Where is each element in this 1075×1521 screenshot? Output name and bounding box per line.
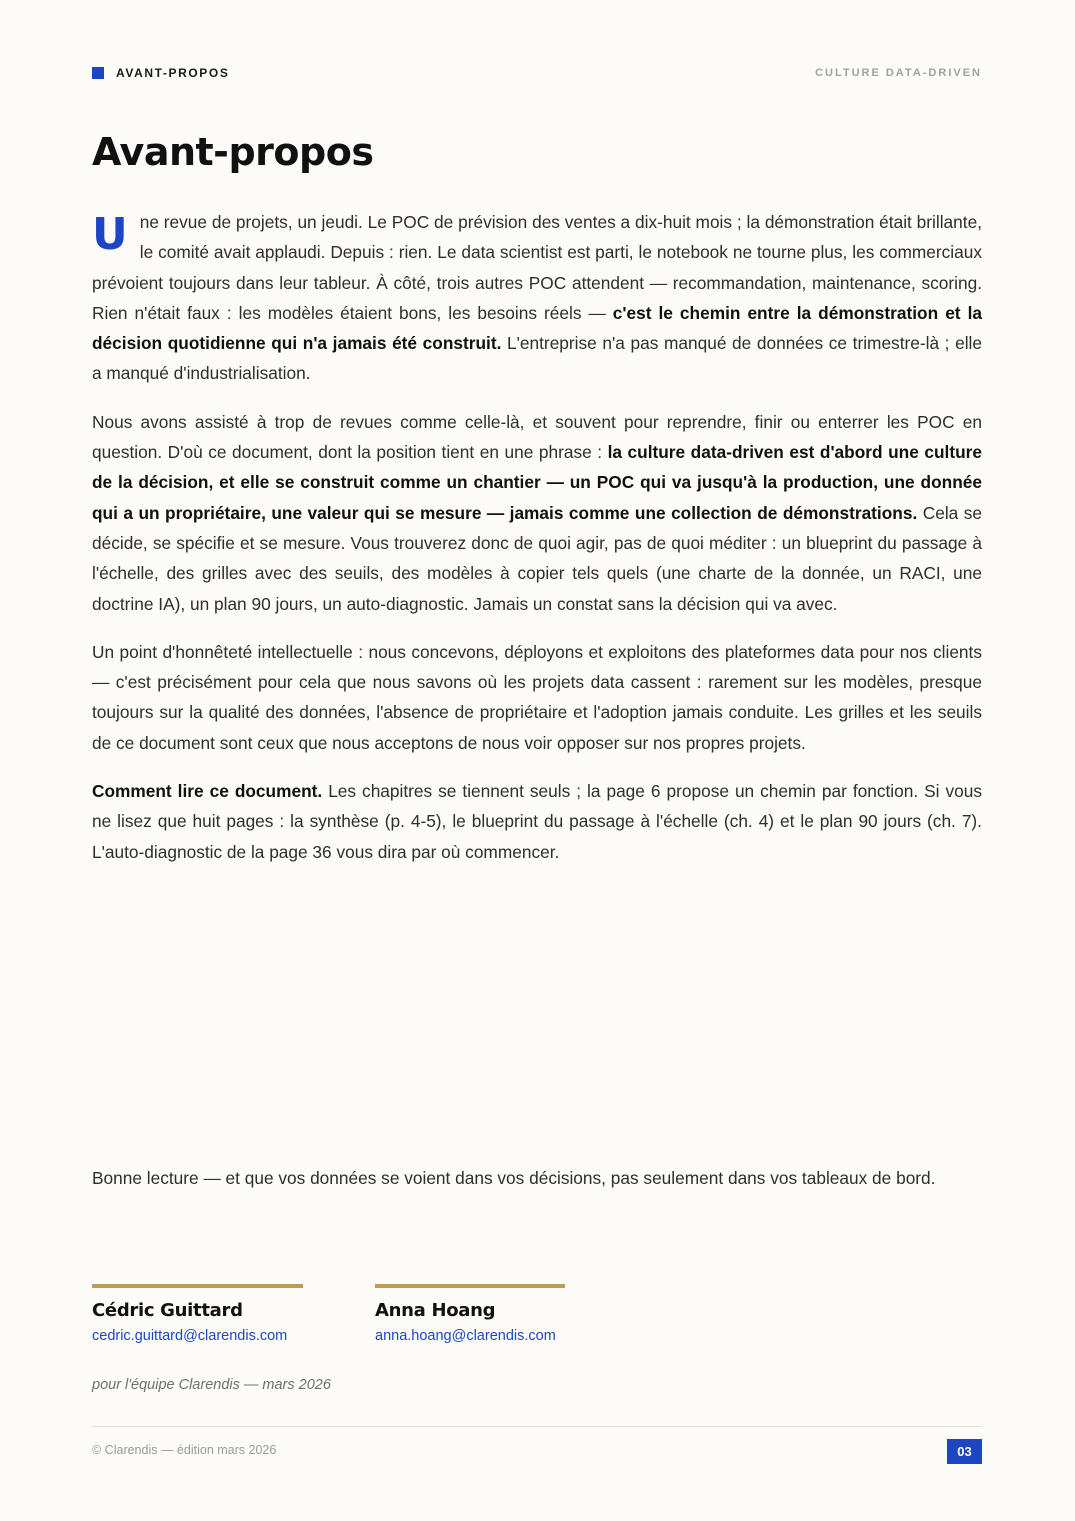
paragraph-text: ne revue de projets, un jeudi. Le POC de prévision des ventes a dix-huit mois ; la démonstration était brillante, le comité avait applaudi. Depuis : rien. Le data scientist est parti, le notebook ne tourne plus, les commerciaux prévoient toujours dans leur tableur. À côté, trois autres POC attendent — recommandation, maintenance, scoring. Rien n'était faux : les modèles étaient bons, les besoins réels —	[92, 212, 982, 323]
paragraph-honesty: Un point d'honnêteté intellectuelle : nous concevons, déployons et exploitons des plateformes data pour nos clients — c'est précisément pour cela que nous savons où les projets data cassent : rarement sur les modèles, presque toujours sur la qualité des données, l'absence de propriétaire et l'adoption jamais conduite. Les grilles et les seuils de ce document sont ceux que nous acceptons de nous voir opposer sur nos propres projets.	[92, 641, 982, 753]
paragraph-position	[92, 407, 982, 619]
document-page	[92, 0, 982, 1521]
paragraph-emphasis: Comment lire ce document.	[92, 781, 323, 802]
signatory	[92, 1284, 303, 1344]
publication-title: CULTURE DATA-DRIVEN	[815, 67, 982, 79]
closing-text: Bonne lecture — et que vos données se voient dans vos décisions, pas seulement dans vos tableaux de bord.	[92, 1168, 936, 1188]
signatory-rule	[92, 1284, 303, 1288]
section-marker	[92, 66, 229, 80]
paragraph-intro	[92, 207, 982, 389]
page-number-badge: 03	[947, 1439, 982, 1464]
paragraph-text: Nous avons assisté à trop de revues comme celle-là, et souvent pour reprendre, finir ou enterrer les POC en question. D'où ce document, dont la position tient en une phrase :	[92, 411, 982, 463]
footer-copyright: © Clarendis — édition mars 2026	[92, 1443, 277, 1457]
signatory-email-link[interactable]: anna.hoang@clarendis.com	[375, 1328, 556, 1344]
drop-cap: U	[92, 209, 128, 260]
signatory-name: Anna Hoang	[375, 1300, 496, 1321]
section-label: AVANT-PROPOS	[116, 66, 230, 80]
signatory-email-link[interactable]: cedric.guittard@clarendis.com	[92, 1328, 288, 1344]
paragraph-emphasis: c'est le chemin entre la démonstration et la décision quotidienne qui n'a jamais été construit.	[92, 302, 982, 354]
paragraph-text: Les chapitres se tiennent seuls ; la page 6 propose un chemin par fonction. Si vous ne lisez que huit pages : la synthèse (p. 4-5), le blueprint du passage à l'échelle (ch. 4) et le plan 90 jours (ch. 7). L'auto-diagnostic de la page 36 vous dira par où commencer.	[92, 781, 982, 862]
signatory	[375, 1284, 565, 1344]
signatory-name: Cédric Guittard	[92, 1300, 243, 1321]
body-text	[92, 207, 982, 885]
section-square-icon	[92, 67, 104, 79]
signatory-rule	[375, 1284, 565, 1288]
signature-block	[92, 1284, 637, 1344]
running-header	[92, 66, 982, 82]
page-title: Avant-propos	[92, 130, 374, 174]
footer-divider	[92, 1426, 982, 1427]
paragraph-emphasis: la culture data-driven est d'abord une culture de la décision, et elle se construit comme un chantier — un POC qui va jusqu'à la production, une donnée qui a un propriétaire, une valeur qui se mesure — jamais comme une collection de démonstrations.	[92, 442, 982, 523]
paragraph-how-to-read	[92, 776, 982, 867]
team-line: pour l'équipe Clarendis — mars 2026	[92, 1377, 331, 1393]
paragraph-text: L'entreprise n'a pas manqué de données ce trimestre-là ; elle a manqué d'industrialisation.	[92, 333, 982, 384]
closing-paragraph	[92, 1163, 982, 1211]
paragraph-text: Cela se décide, se spécifie et se mesure. Vous trouverez donc de quoi agir, pas de quoi méditer : un blueprint du passage à l'échelle, des grilles avec des seuils, des modèles à copier tels quels (une charte de la donnée, un RACI, une doctrine IA), un plan 90 jours, un auto-diagnostic. Jamais un constat sans la décision qui va avec.	[92, 502, 982, 614]
